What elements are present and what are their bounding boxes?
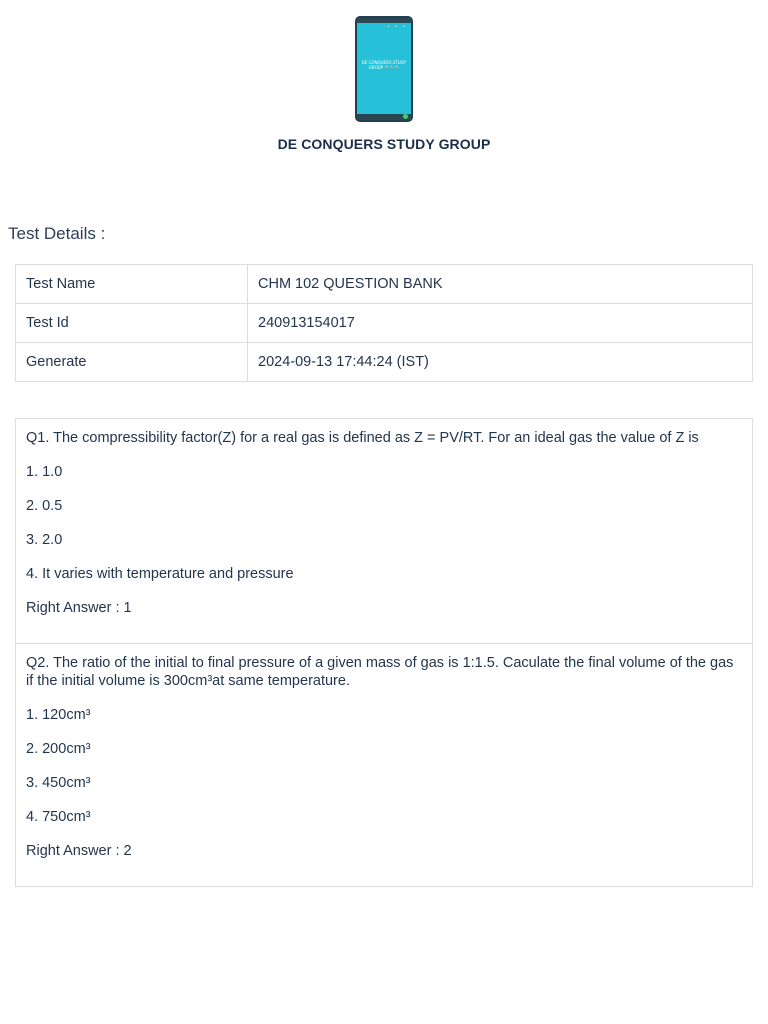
test-details-heading: Test Details : (8, 224, 106, 243)
option-4: 4. It varies with temperature and pressure (26, 566, 294, 582)
option-3: 3. 450cm³ (26, 775, 91, 791)
test-id-label: Test Id (16, 304, 248, 343)
option-2: 2. 200cm³ (26, 741, 91, 757)
questions-list (15, 418, 753, 887)
generate-value: 2024-09-13 17:44:24 (IST) (248, 343, 753, 382)
question-card (16, 643, 752, 886)
option-1: 1. 120cm³ (26, 707, 91, 723)
right-answer: Right Answer : 2 (26, 843, 132, 859)
generate-label: Generate (16, 343, 248, 382)
option-3: 3. 2.0 (26, 532, 63, 548)
group-title: DE CONQUERS STUDY GROUP (277, 136, 491, 152)
question-text: Q2. The ratio of the initial to final pressure of a given mass of gas is 1:1.5. Caculate the final volume of the gas if the initial volume is 300cm³at same temperature. (26, 655, 734, 689)
test-name-label: Test Name (16, 265, 248, 304)
header (0, 16, 768, 152)
logo-text: DE CONQUERS STUDY GROUP 🔩🔩🔩 (361, 60, 407, 70)
table-row (16, 265, 753, 304)
option-4: 4. 750cm³ (26, 809, 91, 825)
question-card (16, 419, 752, 643)
logo-status-bar (357, 18, 411, 23)
right-answer: Right Answer : 1 (26, 600, 132, 616)
option-2: 2. 0.5 (26, 498, 63, 514)
logo-menu-icon: • • • (387, 24, 407, 29)
question-text: Q1. The compressibility factor(Z) for a real gas is defined as Z = PV/RT. For an ideal gas the value of Z is (26, 430, 699, 446)
test-id-value: 240913154017 (248, 304, 753, 343)
logo-send-icon (403, 114, 408, 119)
test-name-value: CHM 102 QUESTION BANK (248, 265, 753, 304)
test-details-table (15, 264, 753, 382)
option-1: 1. 1.0 (26, 464, 63, 480)
table-row (16, 343, 753, 382)
table-row (16, 304, 753, 343)
group-logo-image (355, 16, 413, 122)
